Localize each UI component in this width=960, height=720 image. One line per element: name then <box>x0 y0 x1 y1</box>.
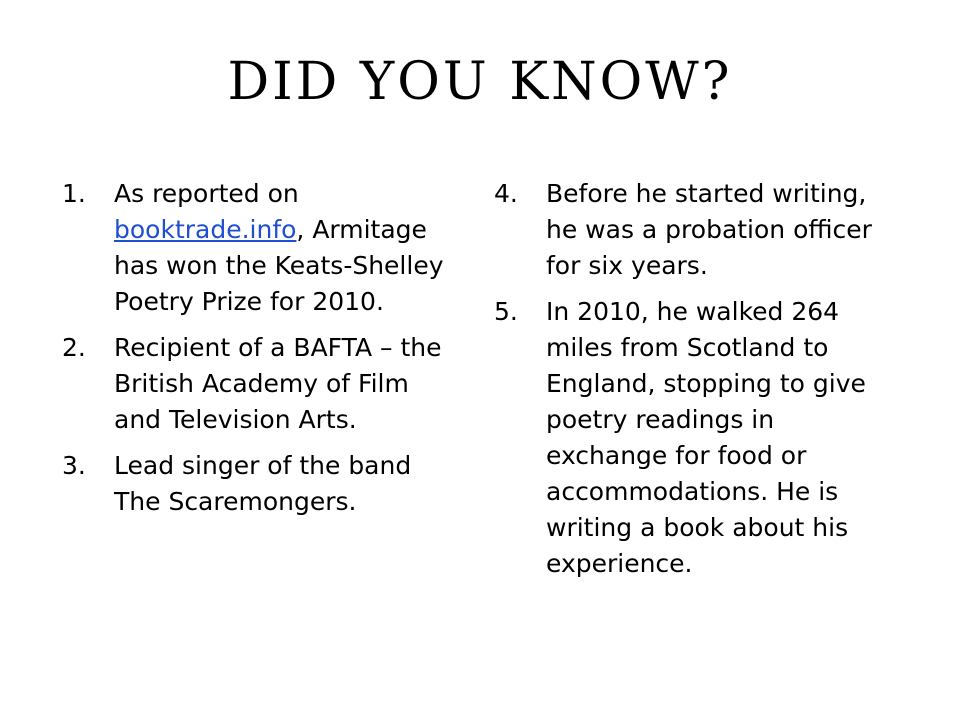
fact-item-5 <box>494 294 894 582</box>
fact-list-left <box>62 176 462 530</box>
fact-text: Before he started writing, he was a probation officer for six years. <box>546 179 872 280</box>
slide-title: DID YOU KNOW? <box>227 52 733 112</box>
fact-number: 2. <box>62 333 86 362</box>
fact-text: Recipient of a BAFTA – the British Academy of Film and Television Arts. <box>114 333 442 434</box>
fact-text: In 2010, he walked 264 miles from Scotland to England, stopping to give poetry readings in exchange for food or accommodations. He is writing a book about his experience. <box>546 297 866 578</box>
fact-number: 3. <box>62 451 86 480</box>
fact-text-prefix: As reported on <box>114 179 299 208</box>
fact-text-suffix: , Armitage has won the Keats-Shelley Poetry Prize for 2010. <box>114 215 444 316</box>
fact-number: 4. <box>494 179 518 208</box>
fact-item-1 <box>62 176 462 320</box>
fact-item-2 <box>62 330 462 438</box>
booktrade-link[interactable]: booktrade.info <box>114 215 297 244</box>
fact-item-4 <box>494 176 894 284</box>
fact-item-3 <box>62 448 462 520</box>
fact-list-right <box>494 176 894 592</box>
fact-text: Lead singer of the band The Scaremongers. <box>114 451 412 516</box>
fact-number: 1. <box>62 179 86 208</box>
fact-number: 5. <box>494 297 518 326</box>
